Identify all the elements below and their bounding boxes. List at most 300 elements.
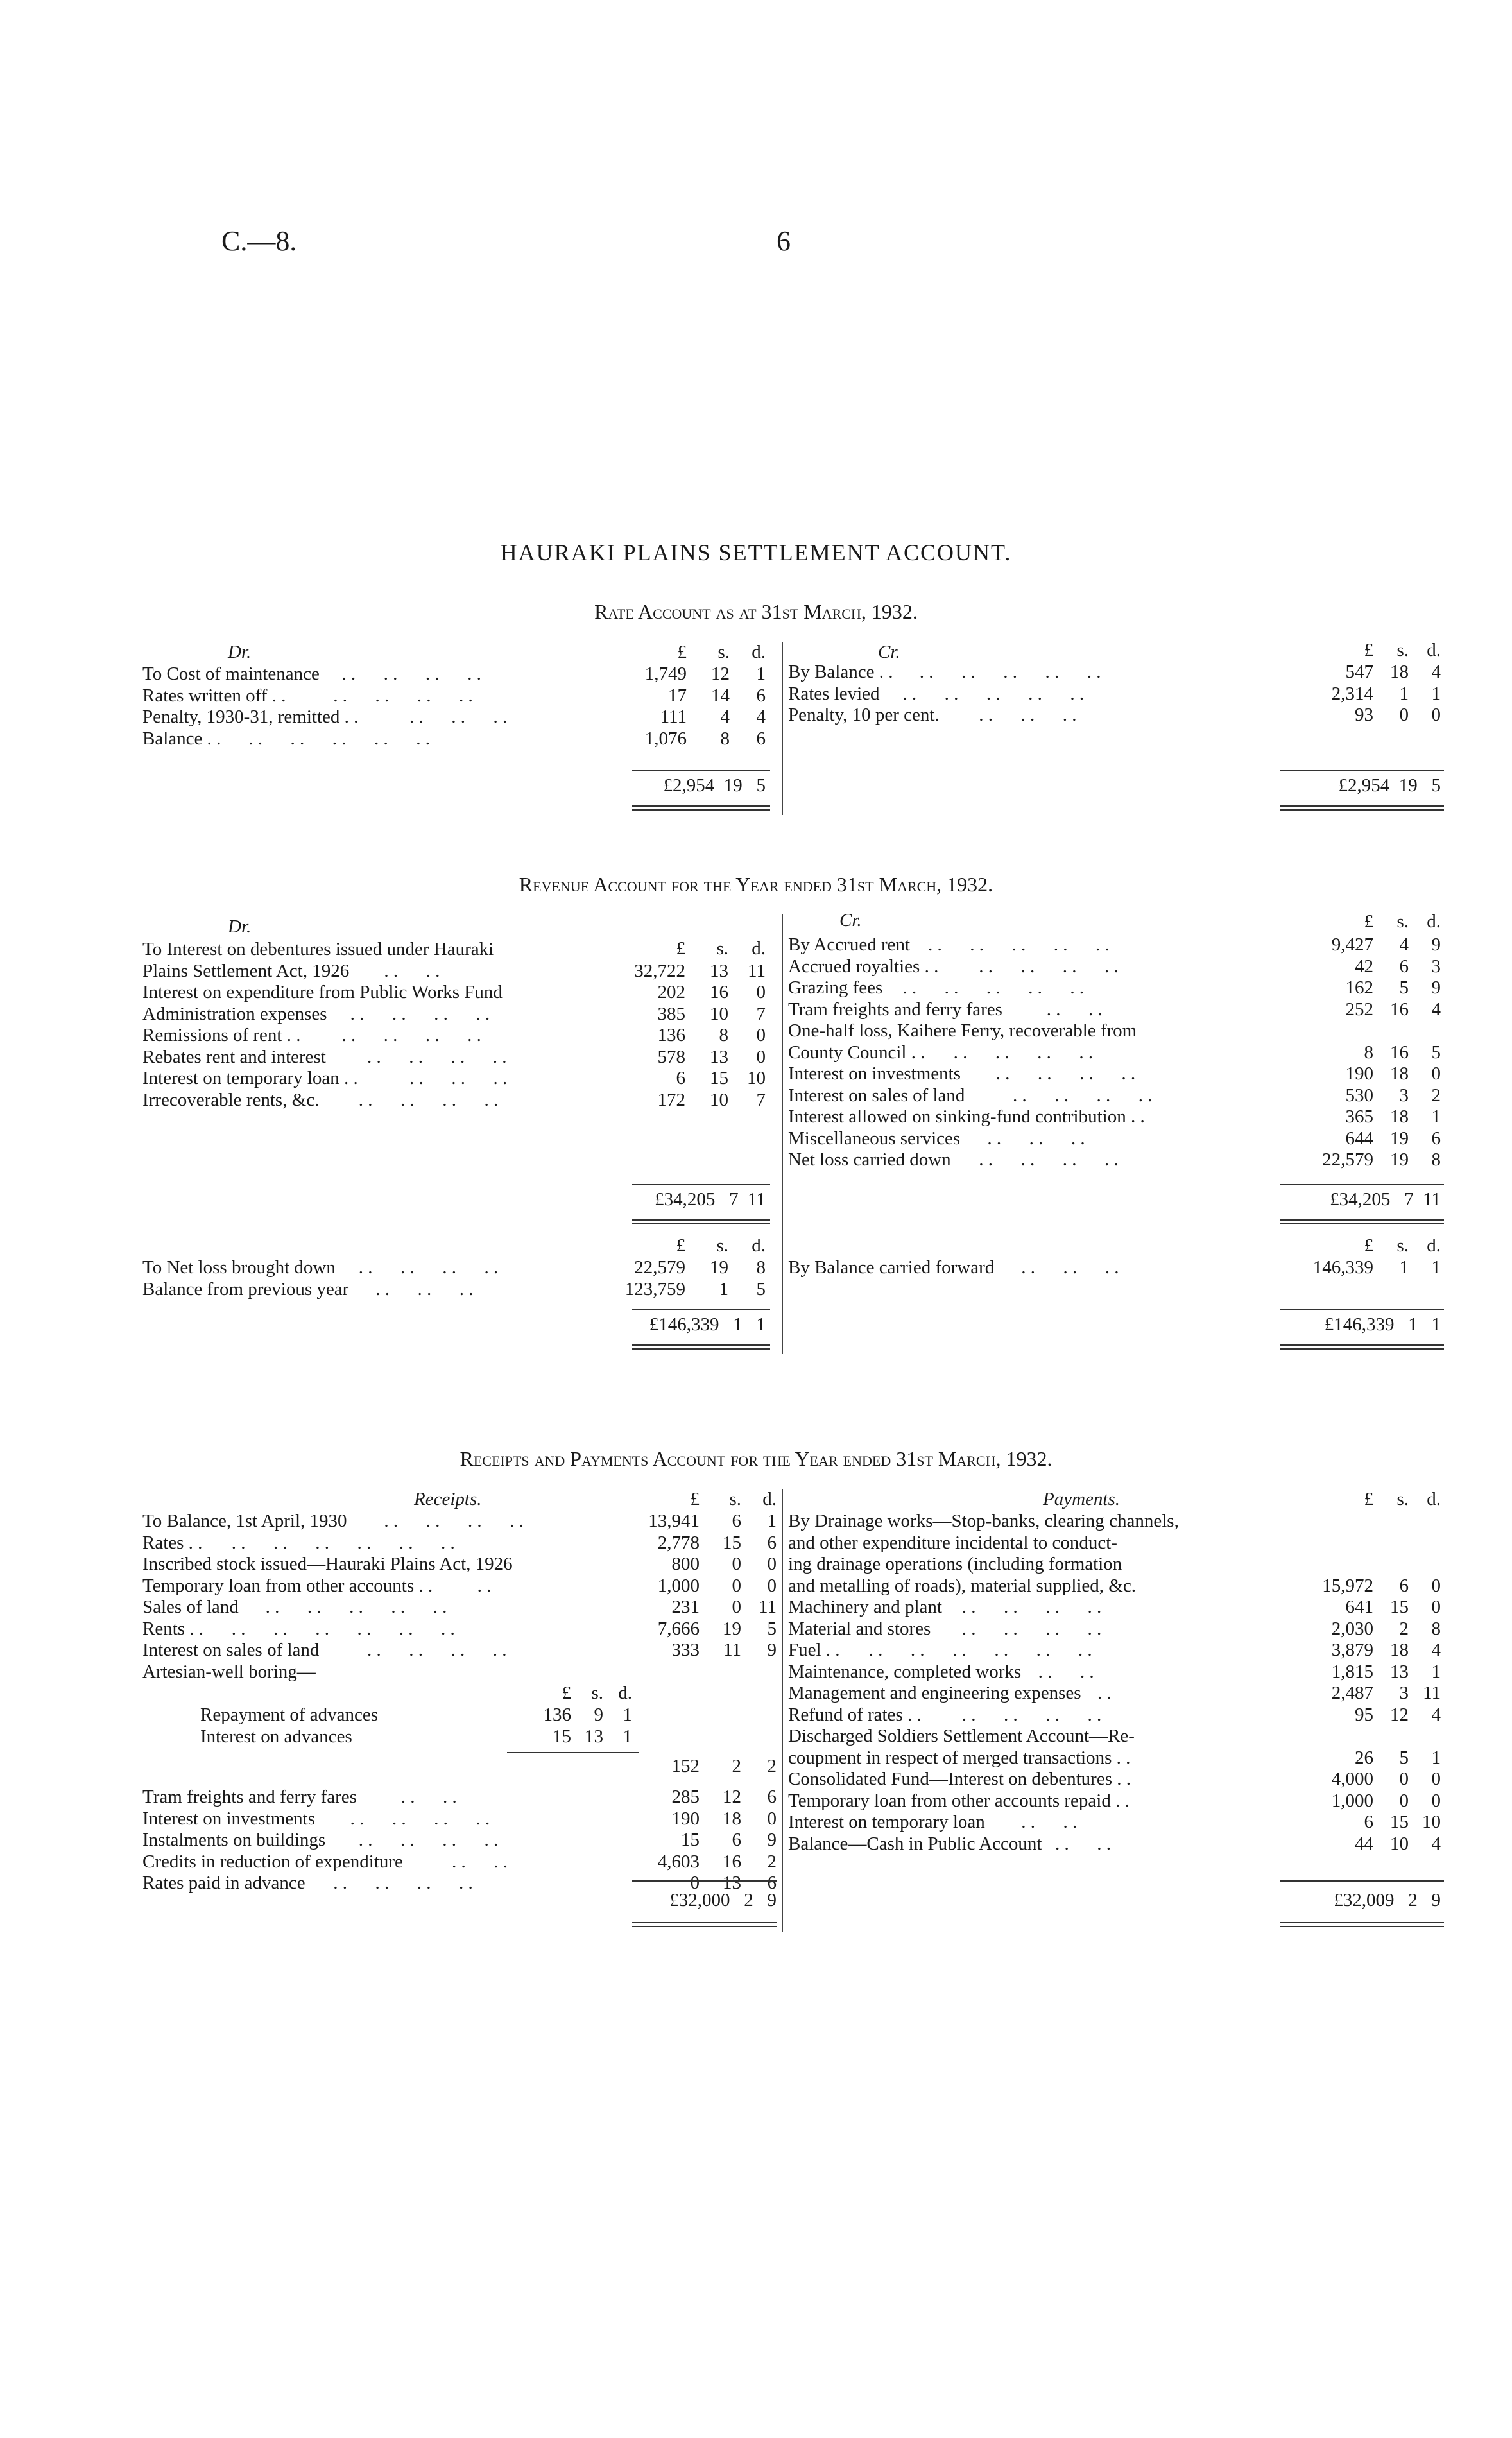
rate-left-pounds: 17 [668,685,687,706]
receipts-left-leader-dots: . . . . . . . . . . . . [231,1532,455,1553]
revenue-left-leader-dots: . . . . . . . . [350,1003,490,1024]
rate-right-label: By Balance . . [788,662,893,682]
rate-left-label: Rates written off . . [142,685,286,706]
receipts-left-shillings: 0 [732,1597,741,1617]
rate-right-total-rule [1280,770,1444,771]
receipts-right-label: Management and engineering expenses [788,1683,1081,1703]
artesian-pounds: 136 [543,1704,571,1725]
receipts-left2-row [142,1829,783,1851]
revenue-left-row [142,1003,772,1025]
revenue-left-pounds: 385 [657,1003,685,1024]
revenue-right-pounds: 190 [1345,1063,1373,1084]
revenue-right-shillings: 4 [1399,934,1409,955]
revenue-right-shillings: 19 [1390,1128,1409,1149]
revenue-left-label: Plains Settlement Act, 1926 [142,960,350,981]
revenue-left2-label: Balance from previous year [142,1278,349,1300]
receipts-left-pence: 11 [759,1597,777,1617]
receipts-right-pence: 1 [1431,1747,1441,1768]
receipts-right-total-rule [1280,1880,1444,1882]
revenue-left-leader-dots: . . . . . . . . [341,1025,481,1045]
receipts-left2-leader-dots: . . . . [452,1851,508,1872]
revenue-left2-shillings: 19 [710,1257,728,1278]
revenue-right2-col-pounds: £ [1364,1235,1373,1256]
revenue-right-label: Net loss carried down [788,1149,951,1170]
receipts-right-pence: 0 [1431,1790,1441,1811]
revenue-right-label: Interest on sales of land [788,1085,965,1106]
artesian-sum-pounds: 152 [671,1756,700,1776]
receipts-right-label: ing drainage operations (including formation [788,1554,1122,1574]
artesian-label: Interest on advances [200,1726,352,1747]
revenue-right-shillings: 18 [1390,1106,1409,1127]
receipts-left-row [142,1639,783,1661]
receipts-left-pence: 1 [767,1511,777,1531]
receipts-left2-leader-dots: . . . . [400,1787,457,1807]
revenue-left-pence: 0 [756,1025,766,1045]
rate-right-pence: 1 [1431,683,1441,704]
rate-left-pence: 1 [756,664,766,684]
receipts-left-col-shillings: s. [729,1489,741,1509]
receipts-left2-pence: 6 [767,1873,777,1893]
rate-left-row [142,706,772,728]
revenue-left-pounds: 578 [657,1046,685,1067]
revenue-dr-label: Dr. [228,916,252,937]
revenue-right-shillings: 3 [1399,1085,1409,1106]
revenue-left-leader-dots: . . . . [384,960,440,981]
rate-left-pence: 4 [756,707,766,727]
receipts-right-pence: 4 [1431,1704,1441,1725]
revenue-left-col-shillings: s. [716,938,728,959]
receipts-right-col-pounds: £ [1364,1489,1373,1509]
revenue-left-pounds: 32,722 [634,960,685,981]
page-number: 6 [777,225,791,257]
revenue-left-col-pence: d. [752,938,766,959]
artesian-row [200,1726,639,1747]
revenue-left-label: Remissions of rent . . [142,1025,301,1045]
rate-left-shillings: 14 [711,685,730,706]
rate-right-row [788,683,1447,705]
receipts-right-row [788,1661,1447,1683]
receipts-left2-label: Interest on investments [142,1808,316,1829]
receipts-right-pence: 8 [1431,1618,1441,1639]
rate-left-label: Balance . . [142,728,221,749]
revenue-right-row [788,977,1447,999]
revenue-right-leader-dots: . . . . . . . . [979,1149,1119,1170]
receipts-right-leader-dots: . . . . [1038,1661,1094,1682]
receipts-right-row [788,1639,1447,1661]
rate-left-leader-dots: . . . . . . . . [333,685,473,706]
revenue-left-total: £34,205 7 11 [655,1189,766,1210]
receipts-right-pounds: 95 [1355,1704,1373,1725]
artesian-shillings: 9 [594,1704,603,1725]
receipts-right-leader-dots: . . . . [1055,1833,1111,1854]
revenue-right-leader-dots: . . . . . . . . . . [902,977,1085,998]
receipts-left-pounds: 2,778 [657,1532,700,1553]
rate-right-total: £2,954 19 5 [1338,775,1441,796]
rate-right-shillings: 0 [1399,705,1409,725]
revenue-left-label: To Interest on debentures issued under Hauraki [142,939,494,959]
receipts-left2-shillings: 12 [723,1787,741,1807]
receipts-left-shillings: 15 [723,1532,741,1553]
revenue-right-shillings: 16 [1390,1042,1409,1063]
receipts-right-label: and other expenditure incidental to conduct- [788,1532,1117,1553]
rate-right-shillings: 18 [1390,662,1409,682]
revenue-right-row [788,1085,1447,1106]
revenue-right-leader-dots: . . . . . . . . [1013,1085,1153,1106]
revenue-right-label: Grazing fees [788,977,883,998]
receipts-right-pence: 0 [1431,1575,1441,1596]
receipts-left-label: Sales of land [142,1597,239,1617]
receipts-left-label: Rents . . [142,1618,204,1639]
rate-right-leader-dots: . . . . . . . . . . [919,662,1101,682]
revenue-left-col-pounds: £ [676,938,685,959]
receipts-left-double-rule [632,1922,777,1927]
receipts-left2-row [142,1786,783,1808]
receipts-right-label: Temporary loan from other accounts repaid . . [788,1790,1130,1811]
rate-left-pence: 6 [756,728,766,749]
revenue-right-leader-dots: . . . . . . . . [953,1042,1094,1063]
revenue-right-pence: 4 [1431,999,1441,1020]
revenue-right-leader-dots: . . . . [1046,999,1103,1020]
revenue-left2-pence: 8 [756,1257,766,1278]
receipts-right-pounds: 2,030 [1331,1618,1373,1639]
revenue-left2-label: To Net loss brought down [142,1257,336,1278]
revenue-right-pence: 9 [1431,934,1441,955]
receipts-left-label: Interest on sales of land [142,1640,320,1660]
revenue-right-pounds: 42 [1355,956,1373,977]
revenue-left-leader-dots: . . . . . . [409,1068,508,1088]
revenue-left2-shillings: 1 [719,1278,728,1300]
revenue-left-row [142,1046,772,1068]
revenue-right-leader-dots: . . . . . . [987,1128,1085,1149]
revenue-right-row [788,1149,1447,1171]
revenue-left-shillings: 16 [710,982,728,1002]
revenue-right-pounds: 162 [1345,977,1373,998]
artesian-pounds: 15 [553,1726,571,1747]
revenue-right-pence: 2 [1431,1085,1441,1106]
receipts-left-leader-dots: . . . . . . . . . . . . [231,1618,455,1639]
receipts-left-label: To Balance, 1st April, 1930 [142,1511,347,1531]
revenue-right2-pounds: 146,339 [1312,1257,1373,1278]
rate-right-leader-dots: . . . . . . . . . . [902,683,1085,704]
revenue-right-col-pounds: £ [1364,911,1373,932]
payments-label: Payments. [1043,1489,1120,1509]
receipts-right-row [788,1811,1447,1833]
receipts-right-pounds: 1,000 [1331,1790,1373,1811]
revenue-right-shillings: 18 [1390,1063,1409,1084]
rate-divider [782,642,783,815]
receipts-left-total-rule [632,1880,777,1882]
receipts-right-pounds: 15,972 [1322,1575,1373,1596]
receipts-left-shillings: 11 [723,1640,741,1660]
receipts-right-shillings: 13 [1390,1661,1409,1682]
receipts-left-pounds: 800 [671,1554,700,1574]
rate-right-label: Penalty, 10 per cent. [788,705,940,725]
revenue-right-pence: 3 [1431,956,1441,977]
receipts-right-leader-dots: . . . . [1021,1812,1078,1832]
artesian-col-pence: d. [618,1683,632,1703]
receipts-left-leader-dots: . . . . . . . . [367,1640,507,1660]
revenue-right-row [788,956,1447,977]
revenue-right2-leader-dots: . . . . . . [1021,1257,1119,1278]
rate-right-shillings: 1 [1399,683,1409,704]
receipts-left2-pounds: 285 [671,1787,700,1807]
receipts-right-row [788,1790,1447,1812]
receipts-left-row [142,1532,783,1554]
receipts-left2-label: Instalments on buildings [142,1830,326,1850]
receipts-left-shillings: 19 [723,1618,741,1639]
receipts-right-row [788,1618,1447,1640]
receipts-right-leader-dots: . . . . . . . . [961,1618,1102,1639]
receipts-left2-pounds: 4,603 [657,1851,700,1872]
receipts-right-pounds: 2,487 [1331,1683,1373,1703]
receipts-right-shillings: 5 [1399,1747,1409,1768]
revenue-left2-col-shillings: s. [716,1235,728,1256]
rate-right-pence: 4 [1431,662,1441,682]
receipts-left2-leader-dots: . . . . . . . . [358,1830,499,1850]
rate-left-col-pounds: £ [677,642,687,662]
receipts-right-pence: 0 [1431,1597,1441,1617]
receipts-right-total: £32,009 2 9 [1334,1890,1441,1910]
revenue-left-pence: 11 [748,960,766,981]
receipts-left-pence: 5 [767,1618,777,1639]
revenue-right-leader-dots: . . . . . . . . . . [928,934,1110,955]
revenue-right2-col-pence: d. [1427,1235,1441,1256]
revenue-left-row [142,1024,772,1046]
receipts-left-label: Rates . . [142,1532,203,1553]
artesian-pence: 1 [623,1704,632,1725]
receipts-left-col-pence: d. [762,1489,777,1509]
revenue-right-row [788,1106,1447,1128]
receipts-left-pounds: 231 [671,1597,700,1617]
artesian-sum-shillings: 2 [732,1756,741,1776]
receipts-left2-label: Credits in reduction of expenditure [142,1851,403,1872]
receipts-left2-label: Tram freights and ferry fares [142,1787,357,1807]
revenue-left2-leader-dots: . . . . . . [375,1278,474,1300]
receipts-right-pence: 10 [1422,1812,1441,1832]
receipts-left-pounds: 7,666 [657,1618,700,1639]
revenue-right-shillings: 6 [1399,956,1409,977]
receipts-left-pounds: 13,941 [648,1511,700,1531]
revenue-left-pounds: 136 [657,1025,685,1045]
revenue-right-pounds: 530 [1345,1085,1373,1106]
rate-left-label: Penalty, 1930-31, remitted . . [142,707,359,727]
receipts-right-label: Material and stores [788,1618,931,1639]
revenue-right-leader-dots: . . . . . . . . [995,1063,1136,1084]
rate-left-total: £2,954 19 5 [663,775,766,796]
artesian-label: Repayment of advances [200,1704,379,1725]
receipts-left2-pounds: 190 [671,1808,700,1829]
receipts-right-label: Consolidated Fund—Interest on debentures . . [788,1769,1131,1789]
receipts-right-row [788,1725,1447,1747]
revenue-left-shillings: 13 [710,1046,728,1067]
receipts-left2-row [142,1808,783,1830]
receipts-left2-shillings: 16 [723,1851,741,1872]
receipts-right-row [788,1575,1447,1597]
revenue-right-label: Interest allowed on sinking-fund contribution . . [788,1106,1145,1127]
receipts-right-row [788,1768,1447,1790]
rate-right-leader-dots: . . . . . . [979,705,1077,725]
revenue-right2-total: £146,339 1 1 [1324,1314,1441,1335]
revenue-right-label: One-half loss, Kaihere Ferry, recoverable from [788,1020,1137,1041]
receipts-right-label: Interest on temporary loan [788,1812,985,1832]
revenue-right-label: County Council . . [788,1042,925,1063]
revenue-right-pence: 9 [1431,977,1441,998]
revenue-right-shillings: 19 [1390,1149,1409,1170]
receipts-right-leader-dots: . . [1097,1683,1112,1703]
receipts-right-label: Fuel . . [788,1640,840,1660]
rate-right-pence: 0 [1431,705,1441,725]
receipts-right-col-shillings: s. [1396,1489,1409,1509]
revenue-left-leader-dots: . . . . . . . . [358,1089,499,1110]
receipts-left-label: Inscribed stock issued—Hauraki Plains Act, 1926 [142,1554,513,1574]
revenue-left-leader-dots: . . . . . . . . [367,1046,507,1067]
revenue-left-double-rule [632,1219,770,1224]
rate-left-row [142,685,772,707]
revenue-left2-col-pence: d. [752,1235,766,1256]
receipts-left-pence: 0 [767,1554,777,1574]
receipts-right-pounds: 4,000 [1331,1769,1373,1789]
revenue-right-pounds: 644 [1345,1128,1373,1149]
rate-left-pence: 6 [756,685,766,706]
revenue-left-shillings: 15 [710,1068,728,1088]
receipts-right-pounds: 3,879 [1331,1640,1373,1660]
receipts-left-row [142,1575,783,1597]
revenue-left2-total-rule [632,1309,770,1310]
revenue-right-row [788,1042,1447,1063]
receipts-right-pence: 4 [1431,1833,1441,1854]
receipts-right-label: Refund of rates . . [788,1704,922,1725]
receipts-payments-heading: Receipts and Payments Account for the Year ended 31st March, 1932. [460,1447,1052,1470]
revenue-right-col-shillings: s. [1396,911,1409,932]
receipts-left-row [142,1618,783,1640]
revenue-left2-pounds: 22,579 [634,1257,685,1278]
receipts-right-row [788,1747,1447,1769]
revenue-left2-row [142,1278,772,1300]
rate-left-pounds: 111 [660,707,687,727]
receipts-left-label: Artesian-well boring— [142,1661,316,1682]
revenue-right-leader-dots: . . . . . . . . [979,956,1119,977]
receipts-right-row [788,1510,1447,1532]
revenue-left-pounds: 6 [676,1068,685,1088]
receipts-right-pounds: 44 [1355,1833,1373,1854]
receipts-left-leader-dots: . . . . . . . . . . [265,1597,447,1617]
receipts-right-label: Maintenance, completed works [788,1661,1022,1682]
revenue-right2-label: By Balance carried forward [788,1257,995,1278]
rate-left-shillings: 12 [711,664,730,684]
receipts-right-leader-dots: . . . . . . . . . . . . [868,1640,1092,1660]
rate-right-row [788,661,1447,683]
artesian-col-shillings: s. [591,1683,603,1703]
receipts-right-pounds: 1,815 [1331,1661,1373,1682]
receipts-right-pence: 0 [1431,1769,1441,1789]
revenue-left2-pounds: 123,759 [624,1278,685,1300]
revenue-left-pounds: 172 [657,1089,685,1110]
revenue-left-label: Irrecoverable rents, &c. [142,1089,320,1110]
document-title: HAURAKI PLAINS SETTLEMENT ACCOUNT. [500,540,1012,565]
receipts-right-row [788,1682,1447,1704]
revenue-left-row [142,981,772,1003]
receipts-right-shillings: 3 [1399,1683,1409,1703]
receipts-right-pounds: 641 [1345,1597,1373,1617]
receipts-left-row [142,1661,783,1683]
revenue-right2-col-shillings: s. [1396,1235,1409,1256]
receipts-right-shillings: 18 [1390,1640,1409,1660]
receipts-right-pence: 4 [1431,1640,1441,1660]
rate-account-heading: Rate Account as at 31st March, 1932. [594,600,918,623]
receipts-left2-pounds: 0 [690,1873,700,1893]
rate-right-col-pence: d. [1427,640,1441,660]
receipts-right-label: and metalling of roads), material supplied, &c. [788,1575,1136,1596]
revenue-right-pounds: 9,427 [1331,934,1373,955]
receipts-right-row [788,1532,1447,1554]
receipts-left-label: Temporary loan from other accounts . . [142,1575,433,1596]
receipts-left-pence: 9 [767,1640,777,1660]
receipts-left2-pounds: 15 [681,1830,700,1850]
receipts-right-pounds: 6 [1364,1812,1373,1832]
rate-right-pounds: 2,314 [1331,683,1373,704]
revenue-right-pounds: 252 [1345,999,1373,1020]
receipts-right-leader-dots: . . . . . . . . [961,1704,1102,1725]
receipts-left2-label: Rates paid in advance [142,1873,305,1893]
receipts-right-shillings: 0 [1399,1790,1409,1811]
revenue-right-label: Tram freights and ferry fares [788,999,1002,1020]
rate-left-leader-dots: . . . . . . . . [341,664,481,684]
rate-left-row [142,663,772,685]
revenue-right-label: Miscellaneous services [788,1128,961,1149]
revenue-left-pence: 0 [756,982,766,1002]
receipts-left2-leader-dots: . . . . . . . . [333,1873,473,1893]
rate-right-row [788,704,1447,726]
revenue-right-row [788,934,1447,956]
revenue-left-row [142,960,772,982]
revenue-divider [782,914,783,1354]
receipts-left2-pence: 9 [767,1830,777,1850]
rate-left-col-pence: d. [752,642,766,662]
receipts-right-row [788,1704,1447,1726]
revenue-left-row [142,1089,772,1111]
revenue-left-total-rule [632,1184,770,1185]
receipts-right-label: Discharged Soldiers Settlement Account—Re- [788,1726,1135,1746]
receipts-left2-shillings: 6 [732,1830,741,1850]
rate-left-row [142,728,772,750]
receipts-right-shillings: 6 [1399,1575,1409,1596]
revenue-right-pounds: 22,579 [1322,1149,1373,1170]
rate-left-leader-dots: . . . . . . [409,707,508,727]
revenue-left-shillings: 8 [719,1025,728,1045]
receipts-right-label: coupment in respect of merged transactions . . [788,1747,1131,1768]
revenue-left-shillings: 10 [710,1003,728,1024]
revenue-right-total-rule [1280,1184,1444,1185]
revenue-left-pounds: 202 [657,982,685,1002]
receipts-right-pence: 1 [1431,1661,1441,1682]
document-code: C.—8. [221,225,297,257]
revenue-right2-total-rule [1280,1309,1444,1310]
receipts-left2-leader-dots: . . . . . . . . [350,1808,490,1829]
receipts-left-row [142,1596,783,1618]
revenue-right-pence: 5 [1431,1042,1441,1063]
revenue-right2-double-rule [1280,1344,1444,1350]
revenue-right2-shillings: 1 [1399,1257,1409,1278]
receipts-right-row [788,1553,1447,1575]
revenue-right-pence: 0 [1431,1063,1441,1084]
revenue-left-label: Interest on expenditure from Public Works Fund [142,982,503,1002]
revenue-left-row [142,938,772,960]
revenue-left-row [142,1067,772,1089]
receipts-right-shillings: 2 [1399,1618,1409,1639]
receipts-left2-row [142,1851,783,1873]
revenue-left-pence: 10 [747,1068,766,1088]
receipts-left2-pence: 6 [767,1787,777,1807]
